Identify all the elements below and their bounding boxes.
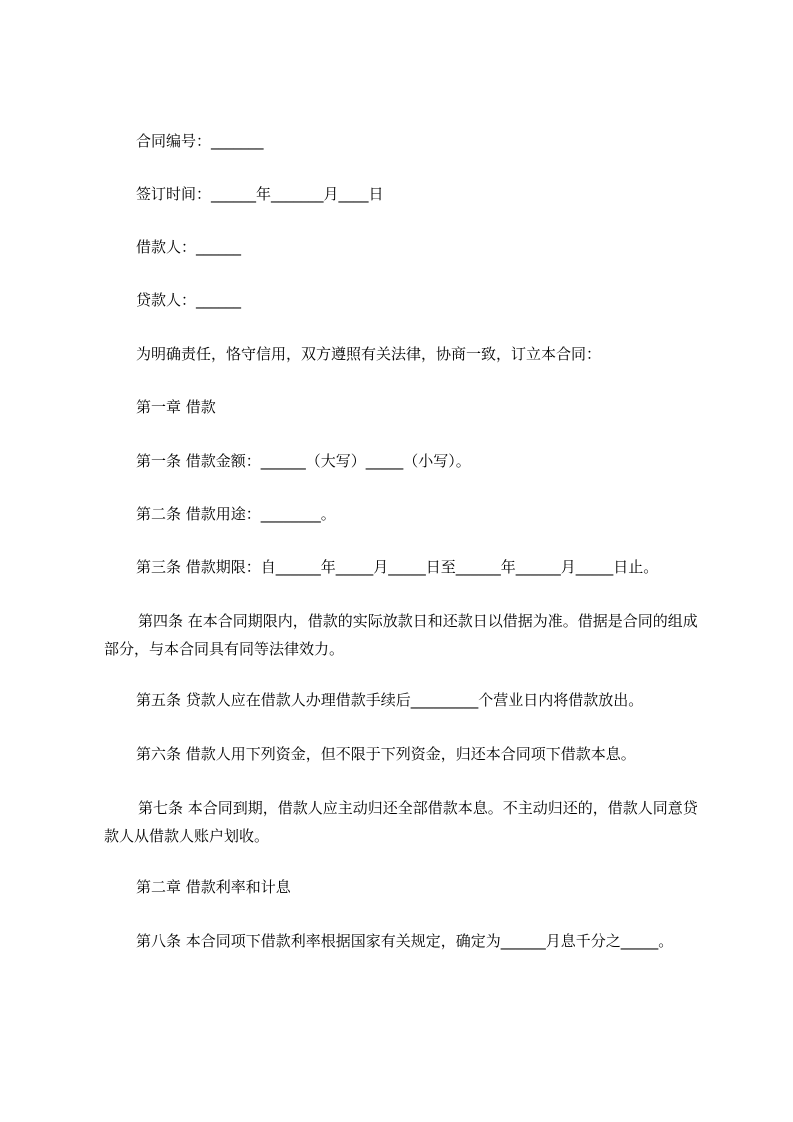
signing-date: 签订时间：______年_______月____日 bbox=[136, 185, 384, 203]
article-2: 第二条 借款用途：________。 bbox=[136, 505, 336, 523]
contract-number: 合同编号：_______ bbox=[136, 132, 264, 150]
article-4: 第四条 在本合同期限内，借款的实际放款日和还款日以借据为准。借据是合同的组成部分，与本合同具有同等法律效力。 bbox=[104, 612, 698, 658]
preamble: 为明确责任，恪守信用，双方遵照有关法律，协商一致，订立本合同： bbox=[136, 345, 602, 363]
article-8: 第八条 本合同项下借款利率根据国家有关规定，确定为______月息千分之_____。 bbox=[136, 932, 674, 950]
chapter-heading: 第二章 借款利率和计息 bbox=[136, 878, 291, 896]
article-7: 第七条 本合同到期，借款人应主动归还全部借款本息。不主动归还的，借款人同意贷款人从借款人账户划收。 bbox=[104, 799, 698, 845]
lender-line: 贷款人：______ bbox=[136, 291, 242, 309]
borrower-line: 借款人：______ bbox=[136, 238, 242, 256]
article-6: 第六条 借款人用下列资金，但不限于下列资金，归还本合同项下借款本息。 bbox=[136, 745, 636, 763]
chapter-heading: 第一章 借款 bbox=[136, 398, 216, 416]
article-5: 第五条 贷款人应在借款人办理借款手续后_________个营业日内将借款放出。 bbox=[136, 691, 644, 709]
article-1: 第一条 借款金额：______（大写）_____（小写）。 bbox=[136, 452, 471, 470]
article-3: 第三条 借款期限：自______年_____月_____日至______年______月_____日止。 bbox=[136, 558, 659, 576]
